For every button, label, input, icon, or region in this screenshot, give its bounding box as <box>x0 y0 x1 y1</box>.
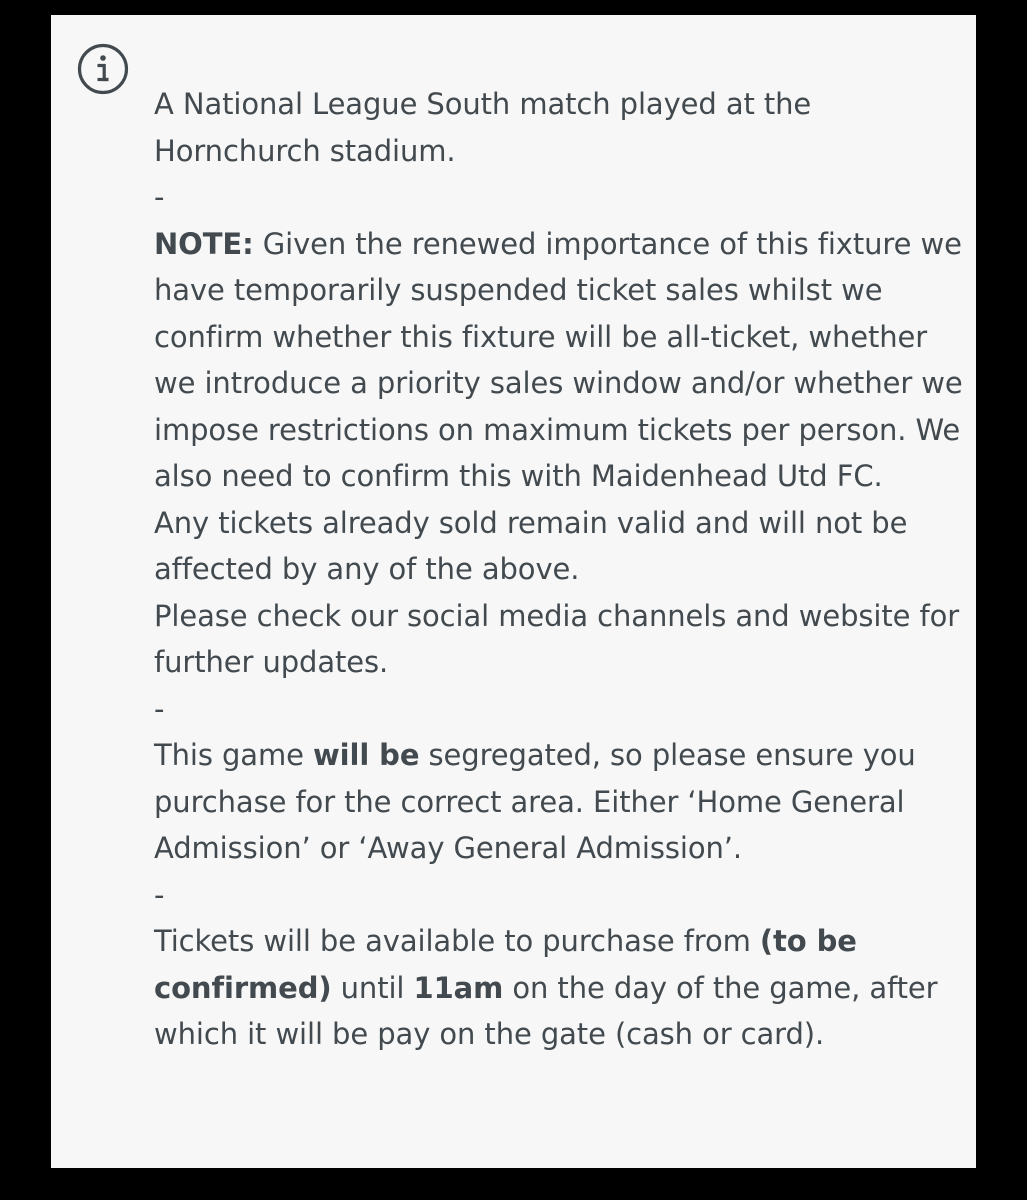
notice-content <box>154 81 966 1058</box>
note-text: Given the renewed importance of this fixture we have temporarily suspended ticket sales whilst we confirm whether this fixture will be all-ticket, whether we introduce a priority sales window and/or whether we impose restrictions on maximum tickets per person. We also need to confirm this with Maidenhead Utd FC. <box>154 226 963 493</box>
separator: - <box>154 691 165 726</box>
segregation-paragraph <box>154 732 966 872</box>
updates-text: Please check our social media channels and website for further updates. <box>154 598 960 679</box>
intro-text: A National League South match played at the Hornchurch stadium. <box>154 87 812 168</box>
separator: - <box>154 180 165 214</box>
info-icon <box>77 43 129 95</box>
availability-paragraph <box>154 918 966 1058</box>
valid-text: Any tickets already sold remain valid and will not be affected by any of the above. <box>154 505 908 586</box>
segregation-bold: will be <box>312 738 420 772</box>
notice-card <box>51 15 976 1168</box>
segregation-suffix: segregated, so please ensure you purchase for the correct area. Either ‘Home General Admission’ or ‘Away General Admission’. <box>154 738 916 865</box>
note-label: NOTE: <box>154 226 254 261</box>
availability-time: 11am <box>413 970 504 1005</box>
availability-date: (to be confirmed) <box>154 924 857 1005</box>
availability-suffix: on the day of the game, after which it will be pay on the gate (cash or card). <box>154 970 938 1051</box>
availability-middle: until <box>331 970 414 1005</box>
note-paragraph <box>154 221 966 500</box>
separator: - <box>154 877 165 912</box>
segregation-prefix: This game <box>154 738 313 772</box>
availability-prefix: Tickets will be available to purchase from <box>154 924 760 958</box>
